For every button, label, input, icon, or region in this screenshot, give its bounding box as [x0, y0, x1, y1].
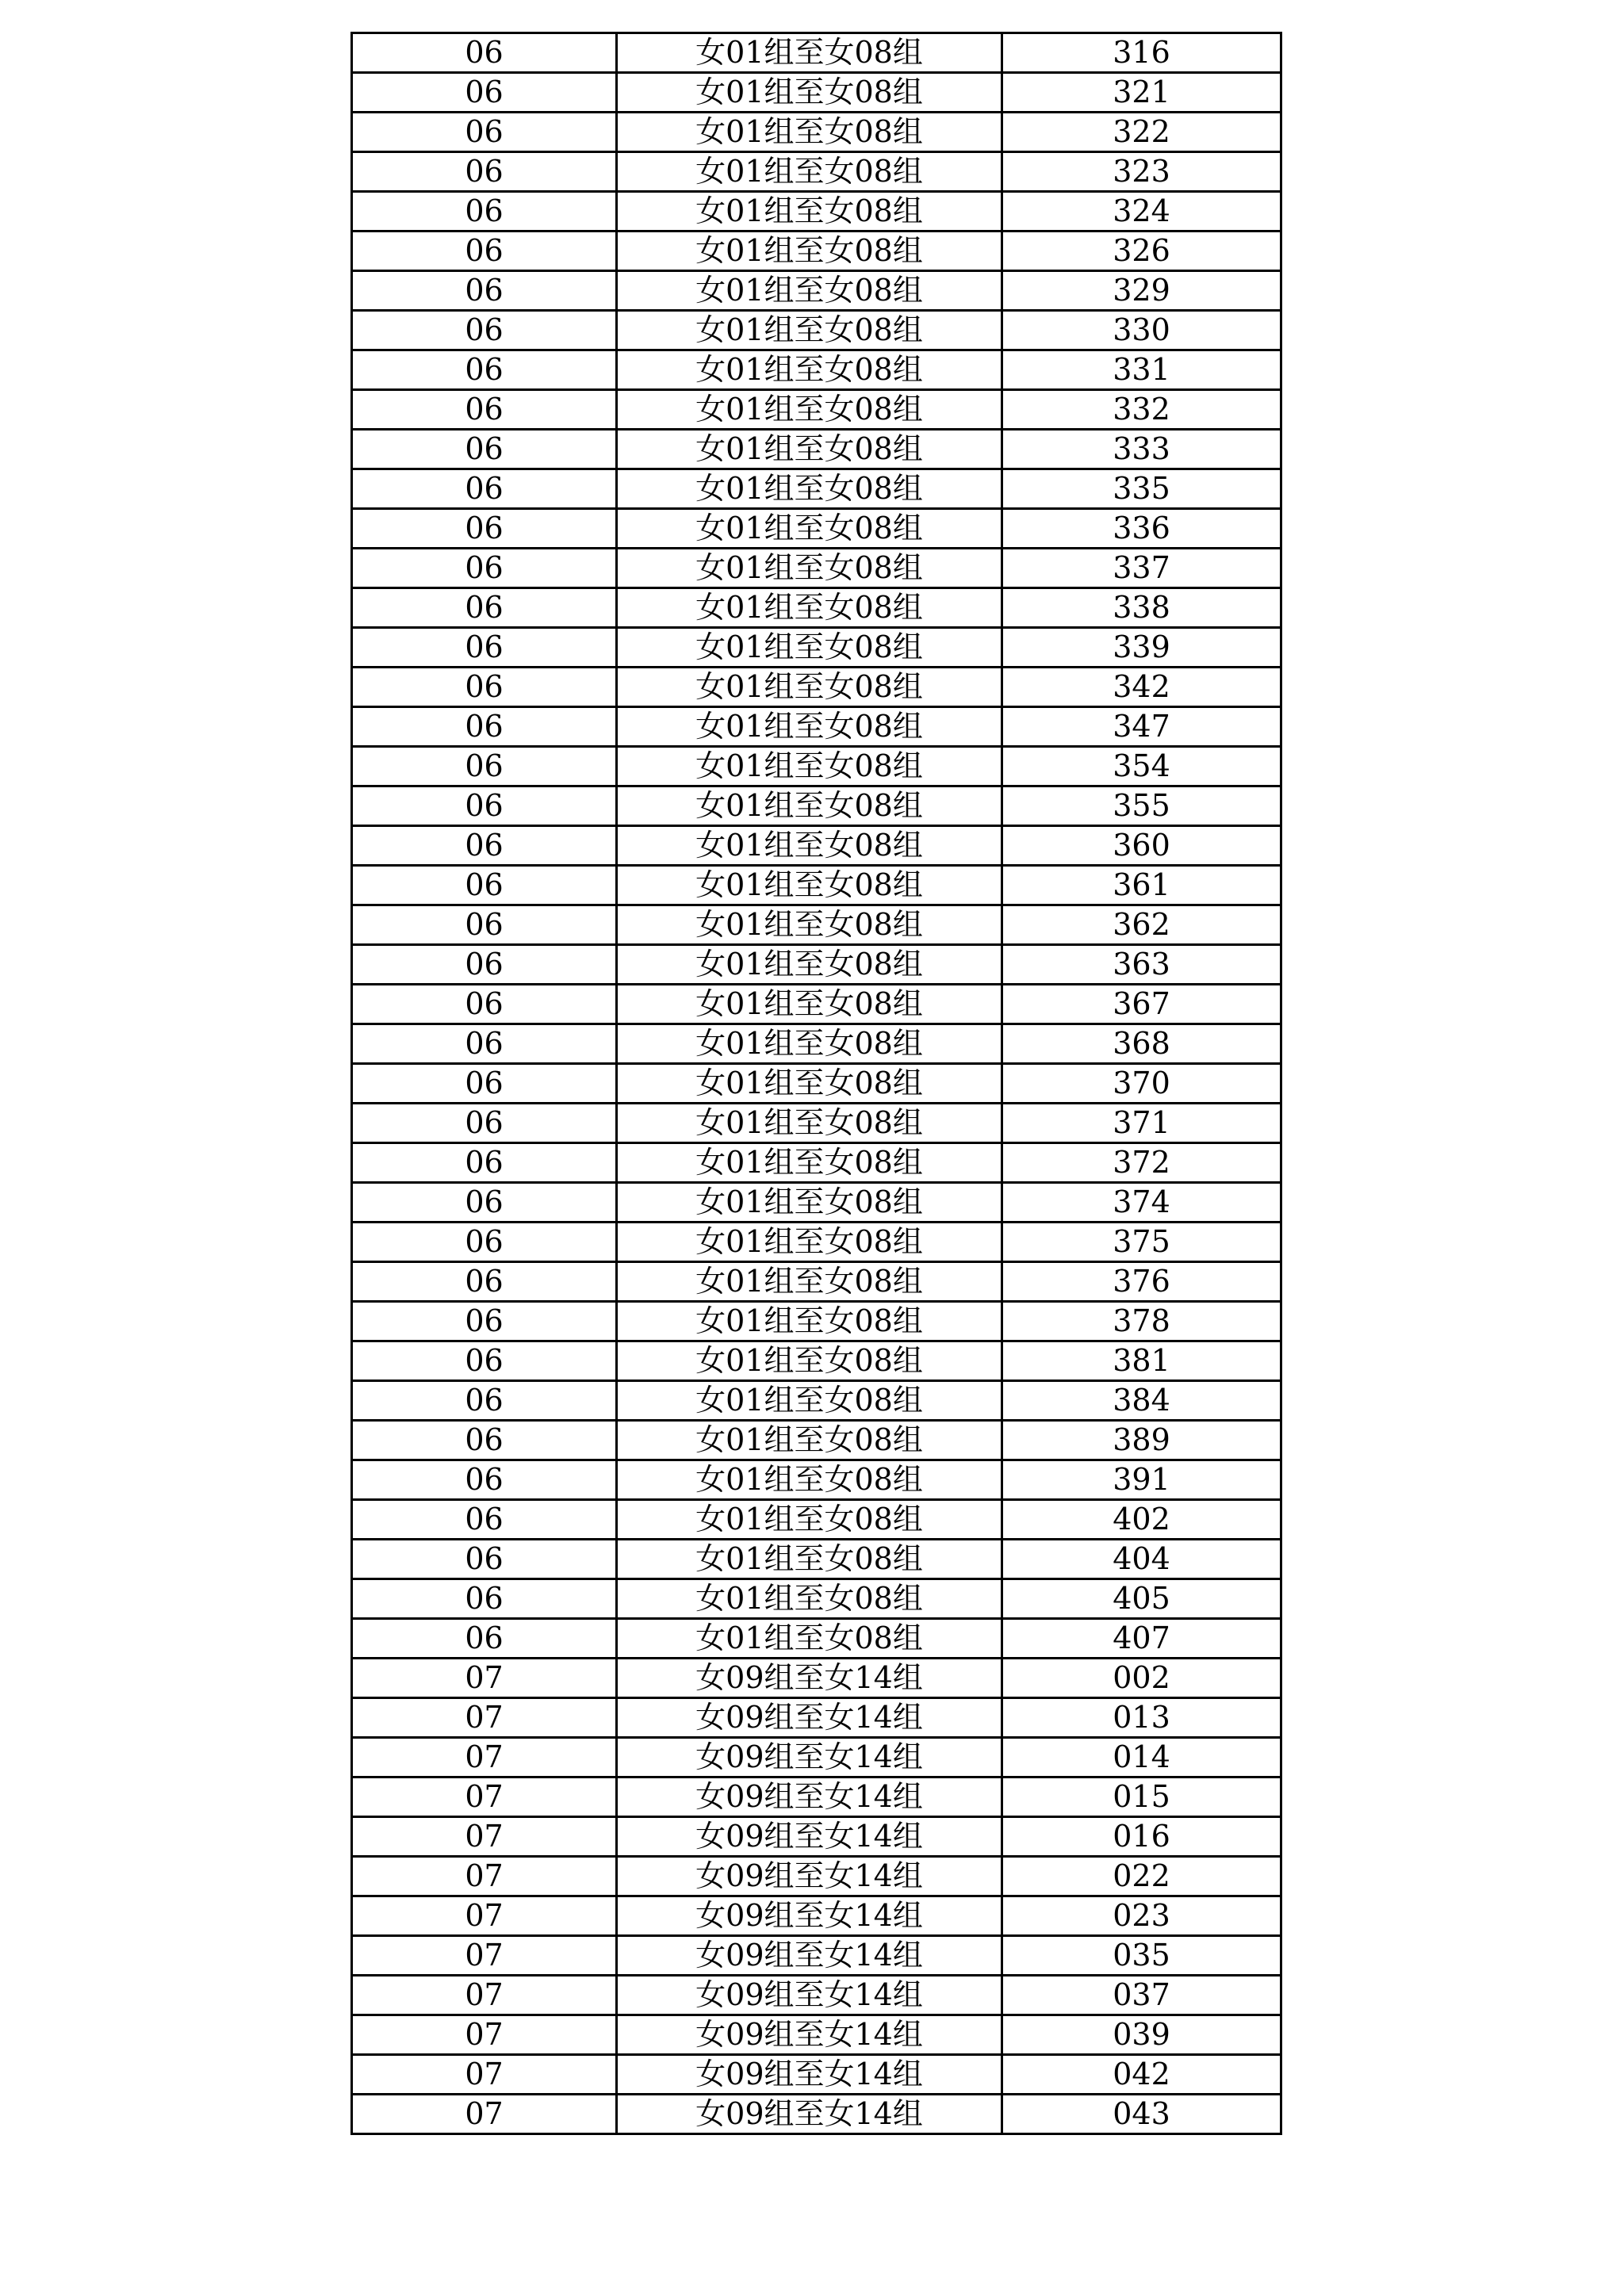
session-cell: 07 — [352, 2015, 617, 2055]
session-cell: 07 — [352, 1698, 617, 1738]
groups-cell: 女01组至女08组 — [617, 747, 1002, 786]
session-cell: 06 — [352, 985, 617, 1024]
number-cell: 384 — [1002, 1381, 1281, 1421]
groups-cell: 女09组至女14组 — [617, 1857, 1002, 1896]
groups-cell: 女01组至女08组 — [617, 549, 1002, 588]
table-row — [352, 1619, 1281, 1659]
table-row — [352, 1817, 1281, 1857]
number-cell: 404 — [1002, 1540, 1281, 1579]
number-cell: 389 — [1002, 1421, 1281, 1460]
groups-cell: 女01组至女08组 — [617, 1104, 1002, 1143]
number-cell: 323 — [1002, 152, 1281, 192]
session-cell: 07 — [352, 2055, 617, 2095]
session-cell: 06 — [352, 668, 617, 707]
groups-cell: 女01组至女08组 — [617, 1143, 1002, 1183]
number-cell: 014 — [1002, 1738, 1281, 1777]
table-row — [352, 232, 1281, 271]
table-row — [352, 1579, 1281, 1619]
session-cell: 07 — [352, 2095, 617, 2134]
table-row — [352, 1024, 1281, 1064]
groups-cell: 女01组至女08组 — [617, 668, 1002, 707]
session-cell: 06 — [352, 1500, 617, 1540]
session-cell: 06 — [352, 1143, 617, 1183]
table-row — [352, 390, 1281, 430]
groups-cell: 女09组至女14组 — [617, 2055, 1002, 2095]
number-cell: 347 — [1002, 707, 1281, 747]
number-cell: 354 — [1002, 747, 1281, 786]
groups-cell: 女09组至女14组 — [617, 2015, 1002, 2055]
table-row — [352, 1659, 1281, 1698]
table-row — [352, 1460, 1281, 1500]
table-row — [352, 1183, 1281, 1223]
groups-cell: 女01组至女08组 — [617, 1500, 1002, 1540]
table-row — [352, 430, 1281, 469]
session-cell: 06 — [352, 430, 617, 469]
number-cell: 329 — [1002, 271, 1281, 311]
number-cell: 372 — [1002, 1143, 1281, 1183]
session-cell: 06 — [352, 747, 617, 786]
session-cell: 06 — [352, 1421, 617, 1460]
number-cell: 362 — [1002, 905, 1281, 945]
number-cell: 037 — [1002, 1976, 1281, 2015]
table-row — [352, 1262, 1281, 1302]
table-row — [352, 469, 1281, 509]
table-row — [352, 747, 1281, 786]
groups-cell: 女01组至女08组 — [617, 945, 1002, 985]
number-cell: 015 — [1002, 1777, 1281, 1817]
number-cell: 316 — [1002, 33, 1281, 73]
groups-cell: 女01组至女08组 — [617, 469, 1002, 509]
number-cell: 022 — [1002, 1857, 1281, 1896]
table-row — [352, 1143, 1281, 1183]
table-row — [352, 33, 1281, 73]
table-row — [352, 1540, 1281, 1579]
groups-cell: 女01组至女08组 — [617, 1421, 1002, 1460]
session-cell: 06 — [352, 73, 617, 113]
groups-cell: 女09组至女14组 — [617, 1777, 1002, 1817]
table-row — [352, 549, 1281, 588]
session-cell: 06 — [352, 707, 617, 747]
session-cell: 06 — [352, 549, 617, 588]
groups-cell: 女01组至女08组 — [617, 271, 1002, 311]
number-cell: 331 — [1002, 350, 1281, 390]
table-row — [352, 1738, 1281, 1777]
session-cell: 06 — [352, 1223, 617, 1262]
groups-cell: 女01组至女08组 — [617, 1460, 1002, 1500]
groups-cell: 女01组至女08组 — [617, 1223, 1002, 1262]
groups-cell: 女01组至女08组 — [617, 152, 1002, 192]
session-cell: 06 — [352, 1183, 617, 1223]
groups-cell: 女01组至女08组 — [617, 1579, 1002, 1619]
groups-cell: 女09组至女14组 — [617, 1698, 1002, 1738]
number-cell: 339 — [1002, 628, 1281, 668]
number-cell: 391 — [1002, 1460, 1281, 1500]
table-row — [352, 905, 1281, 945]
number-cell: 371 — [1002, 1104, 1281, 1143]
table-row — [352, 1223, 1281, 1262]
table-row — [352, 2095, 1281, 2134]
number-cell: 342 — [1002, 668, 1281, 707]
table-row — [352, 509, 1281, 549]
table-row — [352, 1777, 1281, 1817]
session-cell: 06 — [352, 1104, 617, 1143]
session-cell: 06 — [352, 271, 617, 311]
number-cell: 361 — [1002, 866, 1281, 905]
session-cell: 07 — [352, 1857, 617, 1896]
number-cell: 367 — [1002, 985, 1281, 1024]
table-row — [352, 271, 1281, 311]
number-cell: 381 — [1002, 1341, 1281, 1381]
number-cell: 376 — [1002, 1262, 1281, 1302]
table-row — [352, 73, 1281, 113]
number-cell: 338 — [1002, 588, 1281, 628]
session-cell: 06 — [352, 1064, 617, 1104]
table-row — [352, 1064, 1281, 1104]
groups-cell: 女09组至女14组 — [617, 1936, 1002, 1976]
number-cell: 333 — [1002, 430, 1281, 469]
table-row — [352, 707, 1281, 747]
groups-cell: 女01组至女08组 — [617, 826, 1002, 866]
groups-cell: 女01组至女08组 — [617, 985, 1002, 1024]
groups-cell: 女01组至女08组 — [617, 628, 1002, 668]
number-cell: 013 — [1002, 1698, 1281, 1738]
session-cell: 06 — [352, 945, 617, 985]
number-cell: 326 — [1002, 232, 1281, 271]
session-cell: 06 — [352, 469, 617, 509]
table-row — [352, 1341, 1281, 1381]
session-cell: 06 — [352, 905, 617, 945]
number-cell: 322 — [1002, 113, 1281, 152]
table-row — [352, 2055, 1281, 2095]
table-row — [352, 152, 1281, 192]
session-cell: 06 — [352, 350, 617, 390]
session-cell: 07 — [352, 1936, 617, 1976]
table-row — [352, 1381, 1281, 1421]
session-cell: 06 — [352, 1619, 617, 1659]
session-cell: 06 — [352, 152, 617, 192]
number-cell: 043 — [1002, 2095, 1281, 2134]
number-cell: 370 — [1002, 1064, 1281, 1104]
groups-cell: 女09组至女14组 — [617, 2095, 1002, 2134]
groups-cell: 女01组至女08组 — [617, 192, 1002, 232]
number-cell: 330 — [1002, 311, 1281, 350]
table-row — [352, 985, 1281, 1024]
table-row — [352, 311, 1281, 350]
groups-cell: 女09组至女14组 — [617, 1659, 1002, 1698]
session-cell: 06 — [352, 390, 617, 430]
number-cell: 023 — [1002, 1896, 1281, 1936]
table-row — [352, 826, 1281, 866]
table-row — [352, 1104, 1281, 1143]
number-cell: 016 — [1002, 1817, 1281, 1857]
table-row — [352, 1302, 1281, 1341]
session-cell: 06 — [352, 1540, 617, 1579]
session-cell: 07 — [352, 1896, 617, 1936]
groups-cell: 女01组至女08组 — [617, 350, 1002, 390]
number-cell: 368 — [1002, 1024, 1281, 1064]
session-cell: 06 — [352, 628, 617, 668]
session-cell: 07 — [352, 1976, 617, 2015]
session-cell: 06 — [352, 786, 617, 826]
session-cell: 07 — [352, 1659, 617, 1698]
number-cell: 332 — [1002, 390, 1281, 430]
session-cell: 06 — [352, 1460, 617, 1500]
number-cell: 360 — [1002, 826, 1281, 866]
groups-cell: 女01组至女08组 — [617, 707, 1002, 747]
table-row — [352, 866, 1281, 905]
session-cell: 06 — [352, 1381, 617, 1421]
number-cell: 405 — [1002, 1579, 1281, 1619]
groups-cell: 女01组至女08组 — [617, 430, 1002, 469]
number-cell: 375 — [1002, 1223, 1281, 1262]
table-row — [352, 588, 1281, 628]
table-row — [352, 1936, 1281, 1976]
session-cell: 06 — [352, 232, 617, 271]
groups-cell: 女09组至女14组 — [617, 1817, 1002, 1857]
session-cell: 06 — [352, 33, 617, 73]
groups-cell: 女01组至女08组 — [617, 1381, 1002, 1421]
groups-cell: 女01组至女08组 — [617, 311, 1002, 350]
number-cell: 407 — [1002, 1619, 1281, 1659]
data-table — [350, 32, 1282, 2135]
table-row — [352, 1421, 1281, 1460]
groups-cell: 女01组至女08组 — [617, 390, 1002, 430]
session-cell: 06 — [352, 588, 617, 628]
number-cell: 337 — [1002, 549, 1281, 588]
session-cell: 06 — [352, 1302, 617, 1341]
groups-cell: 女09组至女14组 — [617, 1976, 1002, 2015]
groups-cell: 女01组至女08组 — [617, 1302, 1002, 1341]
groups-cell: 女01组至女08组 — [617, 1183, 1002, 1223]
groups-cell: 女01组至女08组 — [617, 1262, 1002, 1302]
number-cell: 042 — [1002, 2055, 1281, 2095]
number-cell: 039 — [1002, 2015, 1281, 2055]
groups-cell: 女01组至女08组 — [617, 509, 1002, 549]
table-row — [352, 1500, 1281, 1540]
session-cell: 07 — [352, 1738, 617, 1777]
session-cell: 06 — [352, 311, 617, 350]
groups-cell: 女01组至女08组 — [617, 588, 1002, 628]
groups-cell: 女01组至女08组 — [617, 33, 1002, 73]
session-cell: 06 — [352, 866, 617, 905]
groups-cell: 女01组至女08组 — [617, 1064, 1002, 1104]
groups-cell: 女01组至女08组 — [617, 1341, 1002, 1381]
groups-cell: 女01组至女08组 — [617, 866, 1002, 905]
session-cell: 06 — [352, 509, 617, 549]
groups-cell: 女09组至女14组 — [617, 1738, 1002, 1777]
groups-cell: 女01组至女08组 — [617, 786, 1002, 826]
groups-cell: 女01组至女08组 — [617, 1024, 1002, 1064]
table-row — [352, 668, 1281, 707]
groups-cell: 女01组至女08组 — [617, 73, 1002, 113]
table-row — [352, 1857, 1281, 1896]
session-cell: 06 — [352, 1262, 617, 1302]
session-cell: 06 — [352, 1579, 617, 1619]
table-row — [352, 945, 1281, 985]
number-cell: 335 — [1002, 469, 1281, 509]
table-row — [352, 628, 1281, 668]
number-cell: 378 — [1002, 1302, 1281, 1341]
table-row — [352, 2015, 1281, 2055]
session-cell: 07 — [352, 1777, 617, 1817]
groups-cell: 女01组至女08组 — [617, 232, 1002, 271]
number-cell: 355 — [1002, 786, 1281, 826]
table-row — [352, 350, 1281, 390]
table-body — [352, 33, 1281, 2134]
session-cell: 06 — [352, 826, 617, 866]
number-cell: 336 — [1002, 509, 1281, 549]
number-cell: 374 — [1002, 1183, 1281, 1223]
table-row — [352, 786, 1281, 826]
groups-cell: 女01组至女08组 — [617, 1540, 1002, 1579]
table-row — [352, 1698, 1281, 1738]
table-row — [352, 1896, 1281, 1936]
groups-cell: 女01组至女08组 — [617, 113, 1002, 152]
table-row — [352, 192, 1281, 232]
table-row — [352, 1976, 1281, 2015]
number-cell: 035 — [1002, 1936, 1281, 1976]
groups-cell: 女01组至女08组 — [617, 905, 1002, 945]
number-cell: 324 — [1002, 192, 1281, 232]
session-cell: 07 — [352, 1817, 617, 1857]
number-cell: 363 — [1002, 945, 1281, 985]
groups-cell: 女01组至女08组 — [617, 1619, 1002, 1659]
session-cell: 06 — [352, 113, 617, 152]
groups-cell: 女09组至女14组 — [617, 1896, 1002, 1936]
table-row — [352, 113, 1281, 152]
session-cell: 06 — [352, 1024, 617, 1064]
session-cell: 06 — [352, 192, 617, 232]
number-cell: 002 — [1002, 1659, 1281, 1698]
number-cell: 321 — [1002, 73, 1281, 113]
session-cell: 06 — [352, 1341, 617, 1381]
number-cell: 402 — [1002, 1500, 1281, 1540]
